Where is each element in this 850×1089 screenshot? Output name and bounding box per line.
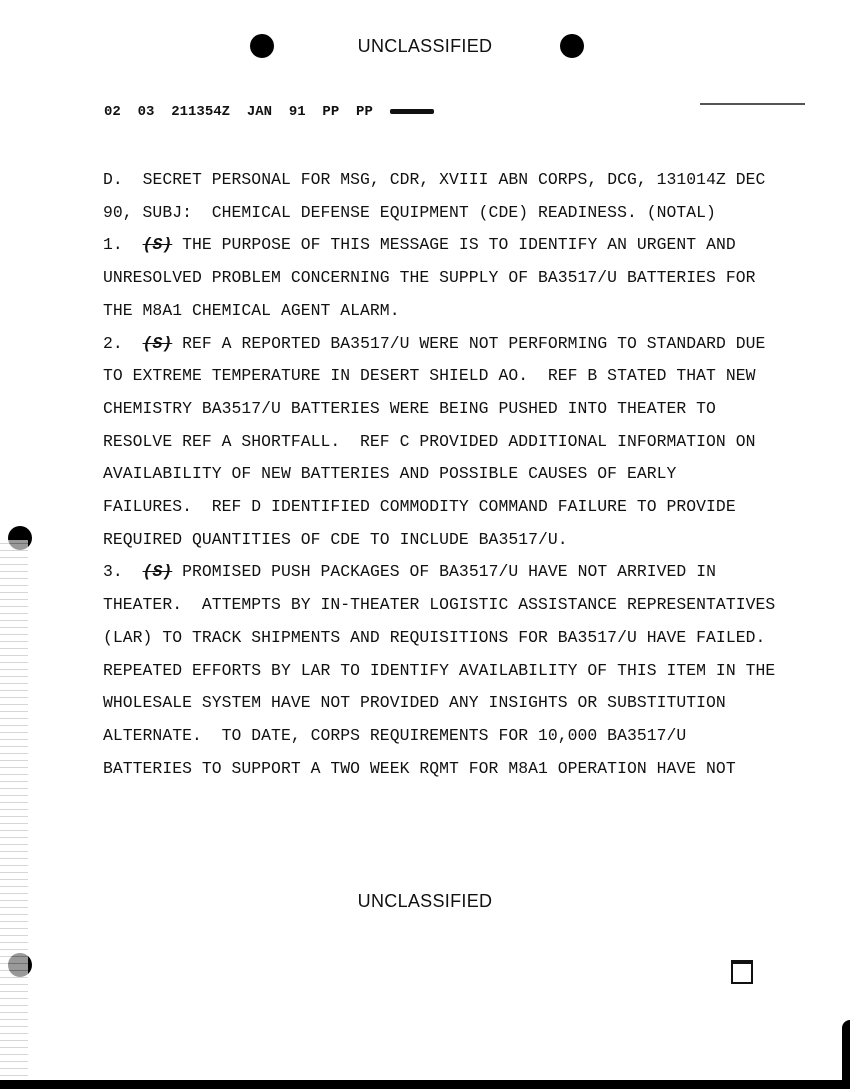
body-line <box>103 203 716 222</box>
classification-mark: (S) <box>142 333 173 353</box>
body-line <box>103 432 755 451</box>
line-text: CHEMISTRY BA3517/U BATTERIES WERE BEING PUSHED INTO THEATER TO <box>103 398 716 418</box>
body-line <box>103 301 400 320</box>
body-line <box>103 595 775 614</box>
line-text: REPEATED EFFORTS BY LAR TO IDENTIFY AVAILABILITY OF THIS ITEM IN THE <box>103 660 776 680</box>
body-line <box>103 366 755 385</box>
line-text: UNRESOLVED PROBLEM CONCERNING THE SUPPLY OF BA3517/U BATTERIES FOR <box>103 268 756 288</box>
line-text: PROMISED PUSH PACKAGES OF BA3517/U HAVE NOT ARRIVED IN <box>182 562 716 582</box>
page-corner <box>842 1020 850 1089</box>
body-line <box>103 497 736 516</box>
page-edge <box>0 1080 850 1089</box>
body-line <box>103 334 765 353</box>
line-text: SECRET PERSONAL FOR MSG, CDR, XVIII ABN CORPS, DCG, 131014Z DEC <box>142 170 766 189</box>
paragraph-number: D. <box>103 170 123 189</box>
line-text: RESOLVE REF A SHORTFALL. REF C PROVIDED ADDITIONAL INFORMATION ON <box>103 431 756 451</box>
classification-top: UNCLASSIFIED <box>357 36 493 56</box>
scan-noise <box>0 540 28 1085</box>
body-line <box>103 268 755 287</box>
line-text: REF A REPORTED BA3517/U WERE NOT PERFORMING TO STANDARD DUE <box>182 333 766 353</box>
line-text: TO EXTREME TEMPERATURE IN DESERT SHIELD AO. REF B STATED THAT NEW <box>103 366 756 386</box>
line-text: REQUIRED QUANTITIES OF CDE TO INCLUDE BA3517/U. <box>103 529 568 549</box>
body-line <box>103 661 775 680</box>
body-line <box>103 562 716 581</box>
line-text: THEATER. ATTEMPTS BY IN-THEATER LOGISTIC ASSISTANCE REPRESENTATIVES <box>103 595 776 615</box>
header-text: 02 03 211354Z JAN 91 PP PP <box>104 104 373 120</box>
line-text: THE M8A1 CHEMICAL AGENT ALARM. <box>103 300 400 320</box>
line-text: 90, SUBJ: CHEMICAL DEFENSE EQUIPMENT (CDE) READINESS. (NOTAL) <box>103 202 716 222</box>
body-line <box>103 170 765 189</box>
document-mark-icon <box>731 960 753 984</box>
classification-bottom: UNCLASSIFIED <box>357 891 493 911</box>
scan-mark <box>700 103 805 105</box>
classification-mark: (S) <box>142 562 173 582</box>
line-text: THE PURPOSE OF THIS MESSAGE IS TO IDENTIFY AN URGENT AND <box>182 235 736 255</box>
line-text: BATTERIES TO SUPPORT A TWO WEEK RQMT FOR M8A1 OPERATION HAVE NOT <box>103 758 736 778</box>
body-line <box>103 693 726 712</box>
body-line <box>103 464 676 483</box>
body-line <box>103 628 765 647</box>
line-text: FAILURES. REF D IDENTIFIED COMMODITY COMMAND FAILURE TO PROVIDE <box>103 497 736 516</box>
paragraph-number: 2. <box>103 333 123 353</box>
line-text: WHOLESALE SYSTEM HAVE NOT PROVIDED ANY INSIGHTS OR SUBSTITUTION <box>103 693 726 713</box>
body-line <box>103 759 736 778</box>
classification-mark: (S) <box>142 235 173 255</box>
line-text: (LAR) TO TRACK SHIPMENTS AND REQUISITIONS FOR BA3517/U HAVE FAILED. <box>103 627 766 647</box>
line-text: ALTERNATE. TO DATE, CORPS REQUIREMENTS FOR 10,000 BA3517/U <box>103 725 687 745</box>
paragraph-number: 1. <box>103 235 123 255</box>
body-line <box>103 399 716 418</box>
message-header-line <box>104 104 434 120</box>
redaction-strike <box>390 109 434 114</box>
body-line <box>103 235 736 254</box>
paragraph-number: 3. <box>103 562 123 582</box>
body-line <box>103 530 568 549</box>
body-line <box>103 726 686 745</box>
line-text: AVAILABILITY OF NEW BATTERIES AND POSSIBLE CAUSES OF EARLY <box>103 464 677 484</box>
